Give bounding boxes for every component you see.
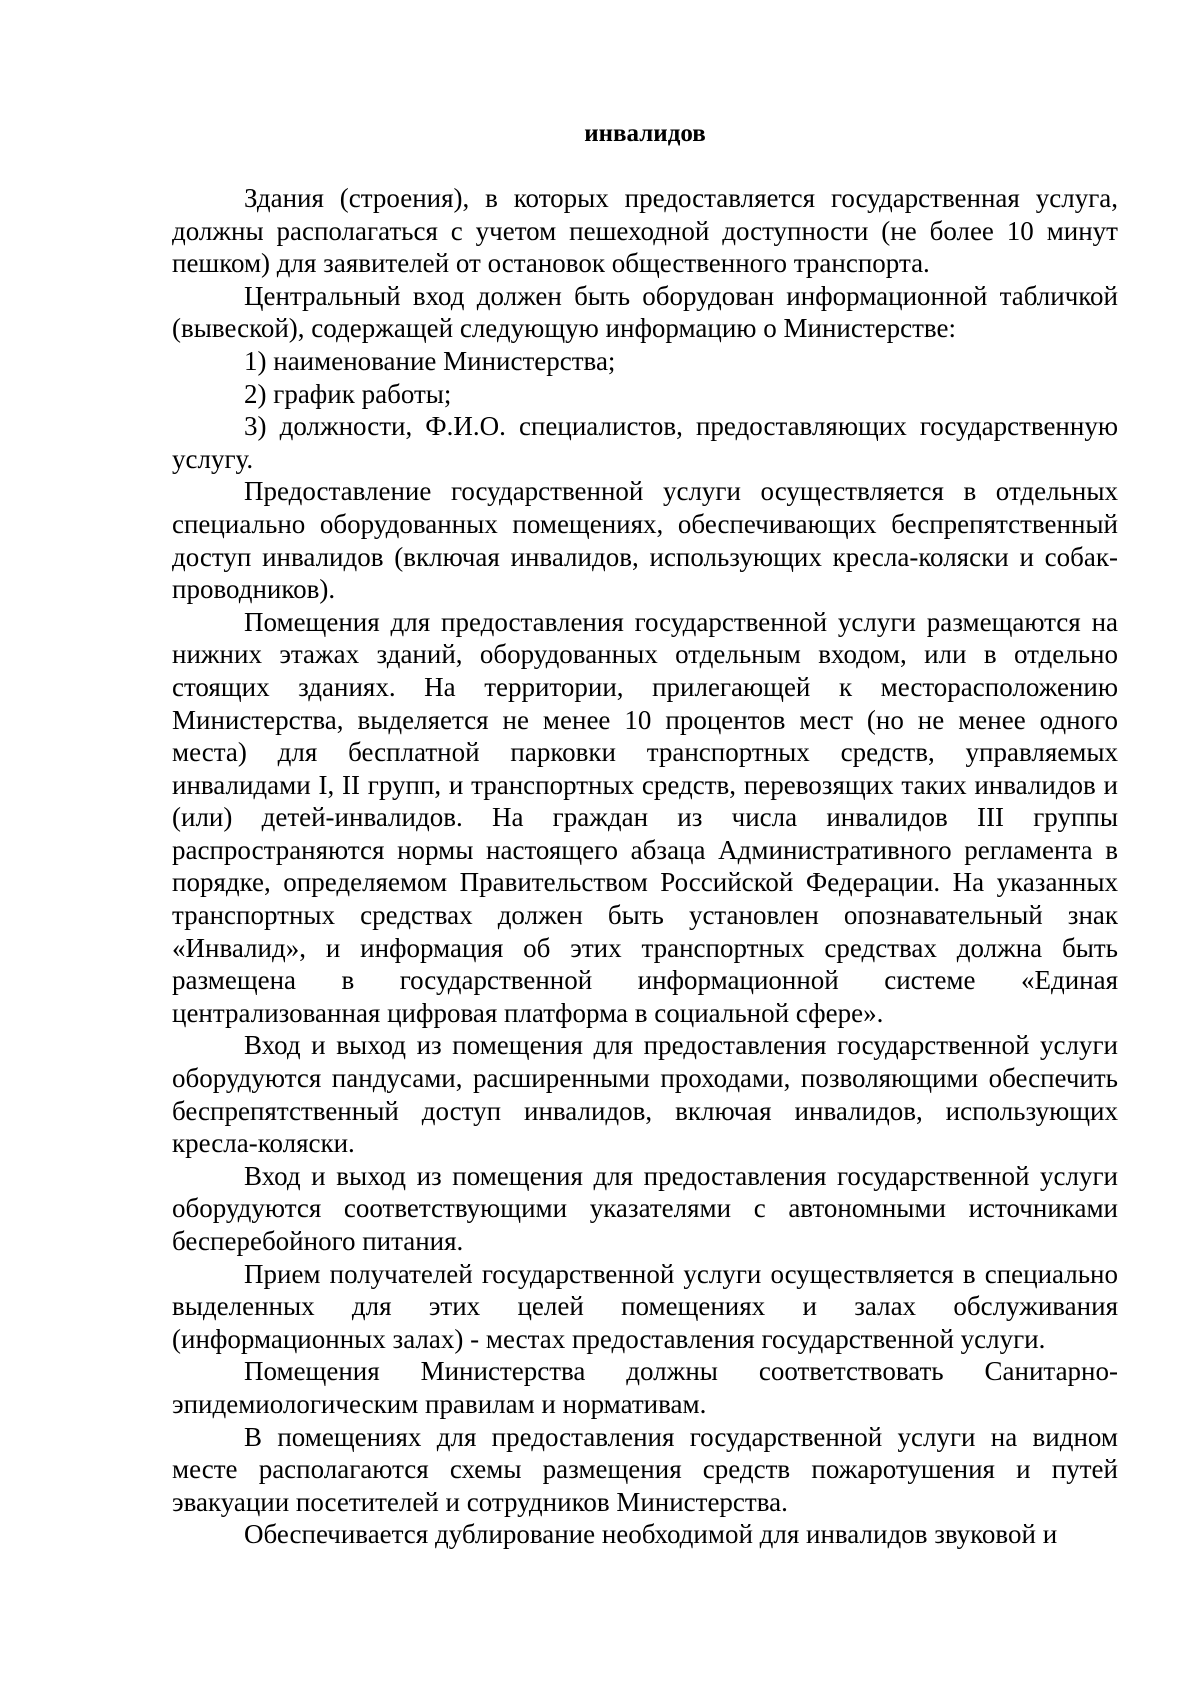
paragraph-building-accessibility: Здания (строения), в которых предоставляется государственная услуга, должны располагаться с учетом пешеходной доступности (не более 10 минут пешком) для заявителей от остановок общественного транспорта. [172, 183, 1118, 279]
paragraph-ramps: Вход и выход из помещения для предоставления государственной услуги оборудуются пандусами, расширенными проходами, позволяющими обеспечить беспрепятственный доступ инвалидов, включая инвалидов, использующих кресла-коляски. [172, 1030, 1118, 1159]
paragraph-reception-halls: Прием получателей государственной услуги осуществляется в специально выделенных для этих целей помещениях и залах обслуживания (информационных залах) - местах предоставления государственной услуги. [172, 1258, 1118, 1354]
list-item-work-schedule: 2) график работы; [244, 378, 452, 409]
paragraph-duplication: Обеспечивается дублирование необходимой для инвалидов звуковой и [244, 1519, 1058, 1550]
list-item-specialists: 3) должности, Ф.И.О. специалистов, предоставляющих государственную услугу. [172, 411, 1118, 474]
paragraph-evacuation-schemes: В помещениях для предоставления государственной услуги на видном месте располагаются схемы размещения средств пожаротушения и путей эвакуации посетителей и сотрудников Министерства. [172, 1421, 1118, 1517]
paragraph-premises-parking: Помещения для предоставления государственной услуги размещаются на нижних этажах зданий, оборудованных отдельным входом, или в отдельно стоящих зданиях. На территории, прилегающей к месторасположению Министерства, выделяется не менее 10 процентов мест (но не менее одного места) для бесплатной парковки транспортных средств, управляемых инвалидами I, II групп, и транспортных средств, перевозящих таких инвалидов и (или) детей-инвалидов. На граждан из числа инвалидов III группы распространяются нормы настоящего абзаца Административного регламента в порядке, определяемом Правительством Российской Федерации. На указанных транспортных средствах должен быть установлен опознавательный знак «Инвалид», и информация об этих транспортных средствах должна быть размещена в государственной информационной системе «Единая централизованная цифровая платформа в социальной сфере». [172, 606, 1118, 1028]
paragraph-central-entrance: Центральный вход должен быть оборудован информационной табличкой (вывеской), содержащей следующую информацию о Министерстве: [172, 280, 1118, 344]
paragraph-sanitary-rules: Помещения Министерства должны соответствовать Санитарно-эпидемиологическим правилам и нормативам. [172, 1356, 1118, 1419]
list-item-ministry-name: 1) наименование Министерства; [244, 345, 616, 376]
paragraph-equipped-premises: Предоставление государственной услуги осуществляется в отдельных специально оборудованных помещениях, обеспечивающих беспрепятственный доступ инвалидов (включая инвалидов, использующих кресла-коляски и собак-проводников). [172, 476, 1118, 605]
paragraph-signage: Вход и выход из помещения для предоставления государственной услуги оборудуются соответствующими указателями с автономными источниками бесперебойного питания. [172, 1160, 1118, 1256]
document-body [172, 182, 1118, 1551]
section-heading: инвалидов [584, 120, 706, 147]
